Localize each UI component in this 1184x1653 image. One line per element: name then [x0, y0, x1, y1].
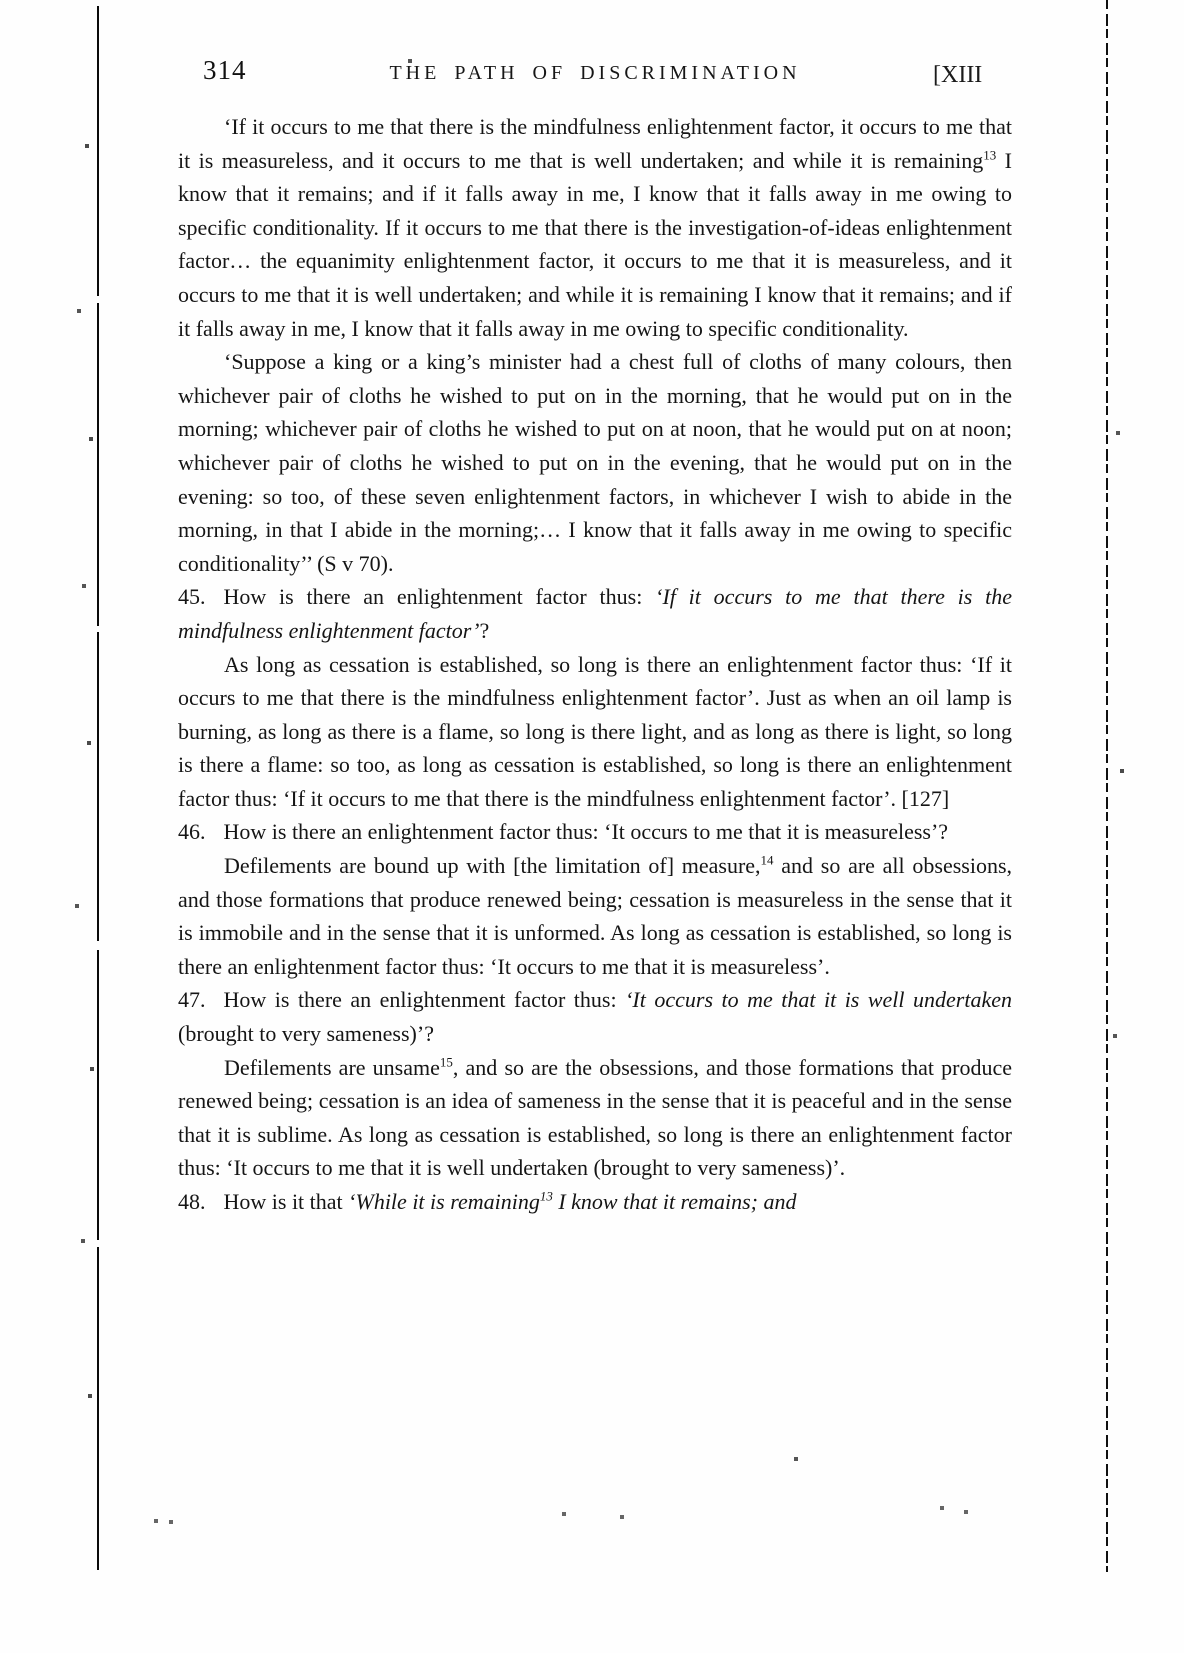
text-segment: ‘While it is remaining: [348, 1189, 540, 1214]
text-segment: 46.: [178, 819, 206, 845]
running-title: THE PATH OF DISCRIMINATION: [389, 62, 801, 84]
text-segment: How is there an enlightenment factor thus:: [223, 987, 626, 1013]
text-segment: , and so are the obsessions, and those formations that produce renewed being; cessation is an idea of sameness in the sense that it is peaceful and in the sense that it is sublime. As long as cessation is established, so long is there an enlightenment factor thus: ‘It occurs to me that it is well undertaken (brought to very sameness)’.: [178, 1054, 1012, 1181]
paragraph: [178, 648, 1012, 816]
footnote-ref: 13: [983, 147, 997, 163]
text-segment: ?: [479, 617, 490, 643]
text-segment: 48.: [178, 1189, 206, 1214]
text-segment: How is it that: [223, 1189, 349, 1214]
footnote-ref: 13: [539, 1188, 553, 1204]
footnote-ref: 15: [439, 1054, 453, 1070]
text-segment: ‘It occurs to me that it is well undertaken: [625, 987, 1012, 1013]
text-block: [178, 110, 1012, 1219]
text-segment: 45.: [178, 584, 206, 610]
text-segment: Defilements are unsame: [224, 1054, 440, 1080]
text-segment: and so are all obsessions, and those formations that produce renewed being; cessation is measureless in the sense that it is immobile and in the sense that it is unformed. As long as cessation is established, so long is there an enlightenment factor thus: ‘It occurs to me that it is measureless’.: [178, 853, 1013, 979]
section-reference: [XIII: [933, 62, 983, 88]
text-segment: How is there an enlightenment factor thus: ‘It occurs to me that it is measureless’?: [223, 819, 949, 845]
numbered-item: [178, 580, 1012, 647]
paragraph: [178, 1051, 1012, 1185]
text-segment: ‘Suppose a king or a king’s minister had a chest full of cloths of many colours, then whichever pair of cloths he wished to put on in the morning, that he would put on in the morning; whichever pair of cloths he wished to put on at noon, that he would put on at noon; whichever pair of cloths he wished to put on in the evening, that he would put on in the evening: so too, of these seven enlightenment factors, in whichever I wish to abide in the morning, in that I abide in the morning;… I know that it falls away in me owing to specific conditionality’’ (S v 70).: [178, 349, 1012, 576]
paragraph: [178, 345, 1012, 580]
text-segment: As long as cessation is established, so long is there an enlightenment factor thus: ‘If it occurs to me that there is the mindfulness enlightenment factor’. Just as when an oil lamp is burning, as long as there is a flame, so long is there light, and as long as there is light, so long is there a flame: so too, as long as cessation is established, so long is there an enlightenment factor thus: ‘If it occurs to me that there is the mindfulness enlightenment factor’. [127]: [178, 651, 1012, 811]
text-segment: I know that it remains; and: [552, 1189, 797, 1214]
text-segment: Defilements are bound up with [the limitation of] measure,: [224, 853, 761, 879]
text-segment: 47.: [178, 987, 206, 1013]
text-segment: ‘If it occurs to me that there is the mindfulness enlightenment factor’: [178, 584, 1012, 643]
scan-artifact-left-line: [97, 6, 99, 1572]
text-segment: How is there an enlightenment factor thus:: [223, 584, 656, 610]
text-segment: (brought to very sameness)’?: [178, 1021, 434, 1047]
paragraph: [178, 849, 1012, 983]
scan-artifact-right-line: [1106, 0, 1108, 1572]
numbered-item: [178, 1185, 1012, 1219]
text-segment: ‘If it occurs to me that there is the mindfulness enlightenment factor, it occurs to me that it is measureless, and it occurs to me that is well undertaken; and while it is remaining: [178, 114, 1012, 173]
numbered-item: [178, 815, 1012, 849]
text-segment: I know that it remains; and if it falls away in me, I know that it falls away in me owing to specific conditionality. If it occurs to me that there is the investigation-of-ideas enlightenment factor… the equanimity enlightenment factor, it occurs to me that it is measureless, and it occurs to me that it is well undertaken; and while it is remaining I know that it remains; and if it falls away in me, I know that it falls away in me owing to specific conditionality.: [178, 147, 1012, 341]
scan-noise-speckles: [0, 0, 2, 2]
numbered-item: [178, 983, 1012, 1050]
footnote-ref: 14: [760, 852, 774, 868]
page-number: 314: [203, 55, 247, 85]
paragraph: [178, 110, 1012, 345]
